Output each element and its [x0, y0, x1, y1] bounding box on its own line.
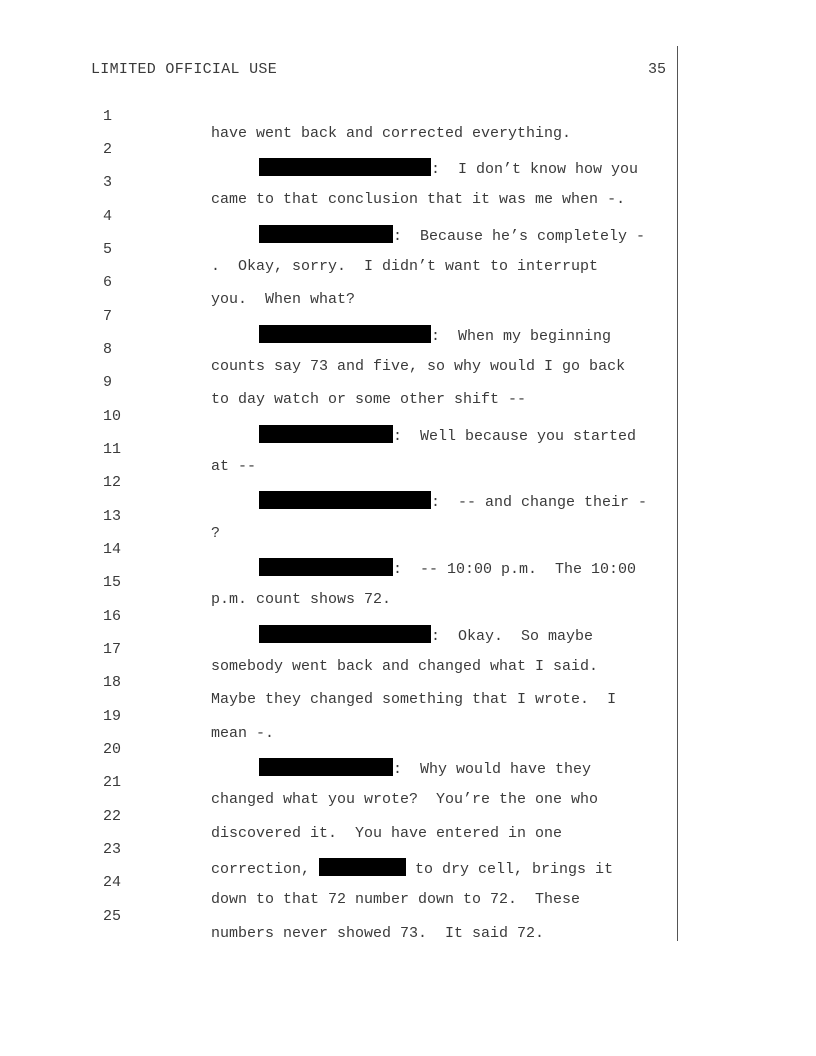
- line-text: : Why would have they: [393, 761, 592, 778]
- speaker-line: [259, 625, 593, 645]
- line-text: have went back and corrected everything.: [211, 125, 572, 142]
- line-number: 9: [103, 374, 113, 391]
- speaker-line: [259, 558, 636, 578]
- line-text: : Well because you started: [393, 428, 637, 445]
- redacted-speaker: [259, 425, 393, 443]
- line-number: 17: [103, 641, 122, 658]
- line-text: to day watch or some other shift --: [211, 391, 527, 408]
- line-number: 20: [103, 741, 122, 758]
- line-number: 13: [103, 508, 122, 525]
- line-text: : When my beginning: [431, 328, 612, 345]
- speaker-line: [259, 758, 591, 778]
- line-number: 19: [103, 708, 122, 725]
- line-text: ?: [211, 525, 221, 542]
- line-text: somebody went back and changed what I said.: [211, 658, 599, 675]
- transcript-line: [0, 257, 356, 308]
- line-text: down to that 72 number down to 72. These: [211, 891, 581, 908]
- line-number: 5: [103, 241, 113, 258]
- line-text: mean -.: [211, 725, 275, 742]
- line-text: counts say 73 and five, so why would I go back: [211, 358, 626, 375]
- line-text: : -- 10:00 p.m. The 10:00: [393, 561, 637, 578]
- line-number: 21: [103, 774, 122, 791]
- line-text: . Okay, sorry. I didn’t want to interrupt: [211, 258, 599, 275]
- line-text: : -- and change their -: [431, 494, 648, 511]
- line-number: 24: [103, 874, 122, 891]
- line-text: to dry cell, brings it: [406, 861, 614, 878]
- line-text: correction,: [211, 861, 320, 878]
- line-text: numbers never showed 73. It said 72.: [211, 925, 545, 942]
- redacted-speaker: [259, 491, 431, 509]
- line-text: you. When what?: [211, 291, 356, 308]
- line-number: 4: [103, 208, 113, 225]
- speaker-line: [259, 425, 636, 445]
- line-number: 6: [103, 274, 113, 291]
- speaker-line: [259, 325, 611, 345]
- redacted-speaker: [259, 625, 431, 643]
- speaker-line: [259, 225, 645, 245]
- line-number: 7: [103, 308, 113, 325]
- line-number: 15: [103, 574, 122, 591]
- transcript-line: [0, 691, 275, 742]
- redacted-speaker: [259, 558, 393, 576]
- line-text: p.m. count shows 72.: [211, 591, 392, 608]
- page-header-classification: LIMITED OFFICIAL USE: [91, 61, 278, 78]
- speaker-line: [259, 491, 647, 511]
- line-text: : I don’t know how you: [431, 161, 639, 178]
- line-number: 22: [103, 808, 122, 825]
- line-number: 12: [103, 474, 122, 491]
- page-number: 35: [648, 61, 667, 78]
- transcript-line: [0, 91, 572, 142]
- speaker-line: [259, 158, 638, 178]
- line-text: : Okay. So maybe: [431, 628, 594, 645]
- redacted-speaker: [259, 158, 431, 176]
- line-number: 14: [103, 541, 122, 558]
- line-text: changed what you wrote? You’re the one who: [211, 791, 599, 808]
- line-number: 25: [103, 908, 122, 925]
- line-text: Maybe they changed something that I wrote. I: [211, 691, 617, 708]
- line-text-with-redaction: [211, 858, 613, 878]
- redacted-speaker: [259, 758, 393, 776]
- line-number: 16: [103, 608, 122, 625]
- line-number: 18: [103, 674, 122, 691]
- redacted-speaker: [259, 325, 431, 343]
- line-text: at --: [211, 458, 257, 475]
- line-number: 2: [103, 141, 113, 158]
- line-number: 8: [103, 341, 113, 358]
- line-number: 11: [103, 441, 122, 458]
- transcript-line: [0, 524, 637, 578]
- transcript-line: [0, 557, 392, 608]
- line-number: 10: [103, 408, 122, 425]
- line-number: 3: [103, 174, 113, 191]
- right-margin-rule: [677, 46, 678, 941]
- line-text: came to that conclusion that it was me when -.: [211, 191, 626, 208]
- redacted-speaker: [259, 225, 393, 243]
- line-text: : Because he’s completely -: [393, 228, 646, 245]
- line-number: 1: [103, 108, 113, 125]
- line-number: 23: [103, 841, 122, 858]
- transcript-line: [0, 491, 221, 542]
- redacted-text: [319, 858, 406, 876]
- line-text: discovered it. You have entered in one: [211, 825, 563, 842]
- transcript-line: [0, 424, 257, 475]
